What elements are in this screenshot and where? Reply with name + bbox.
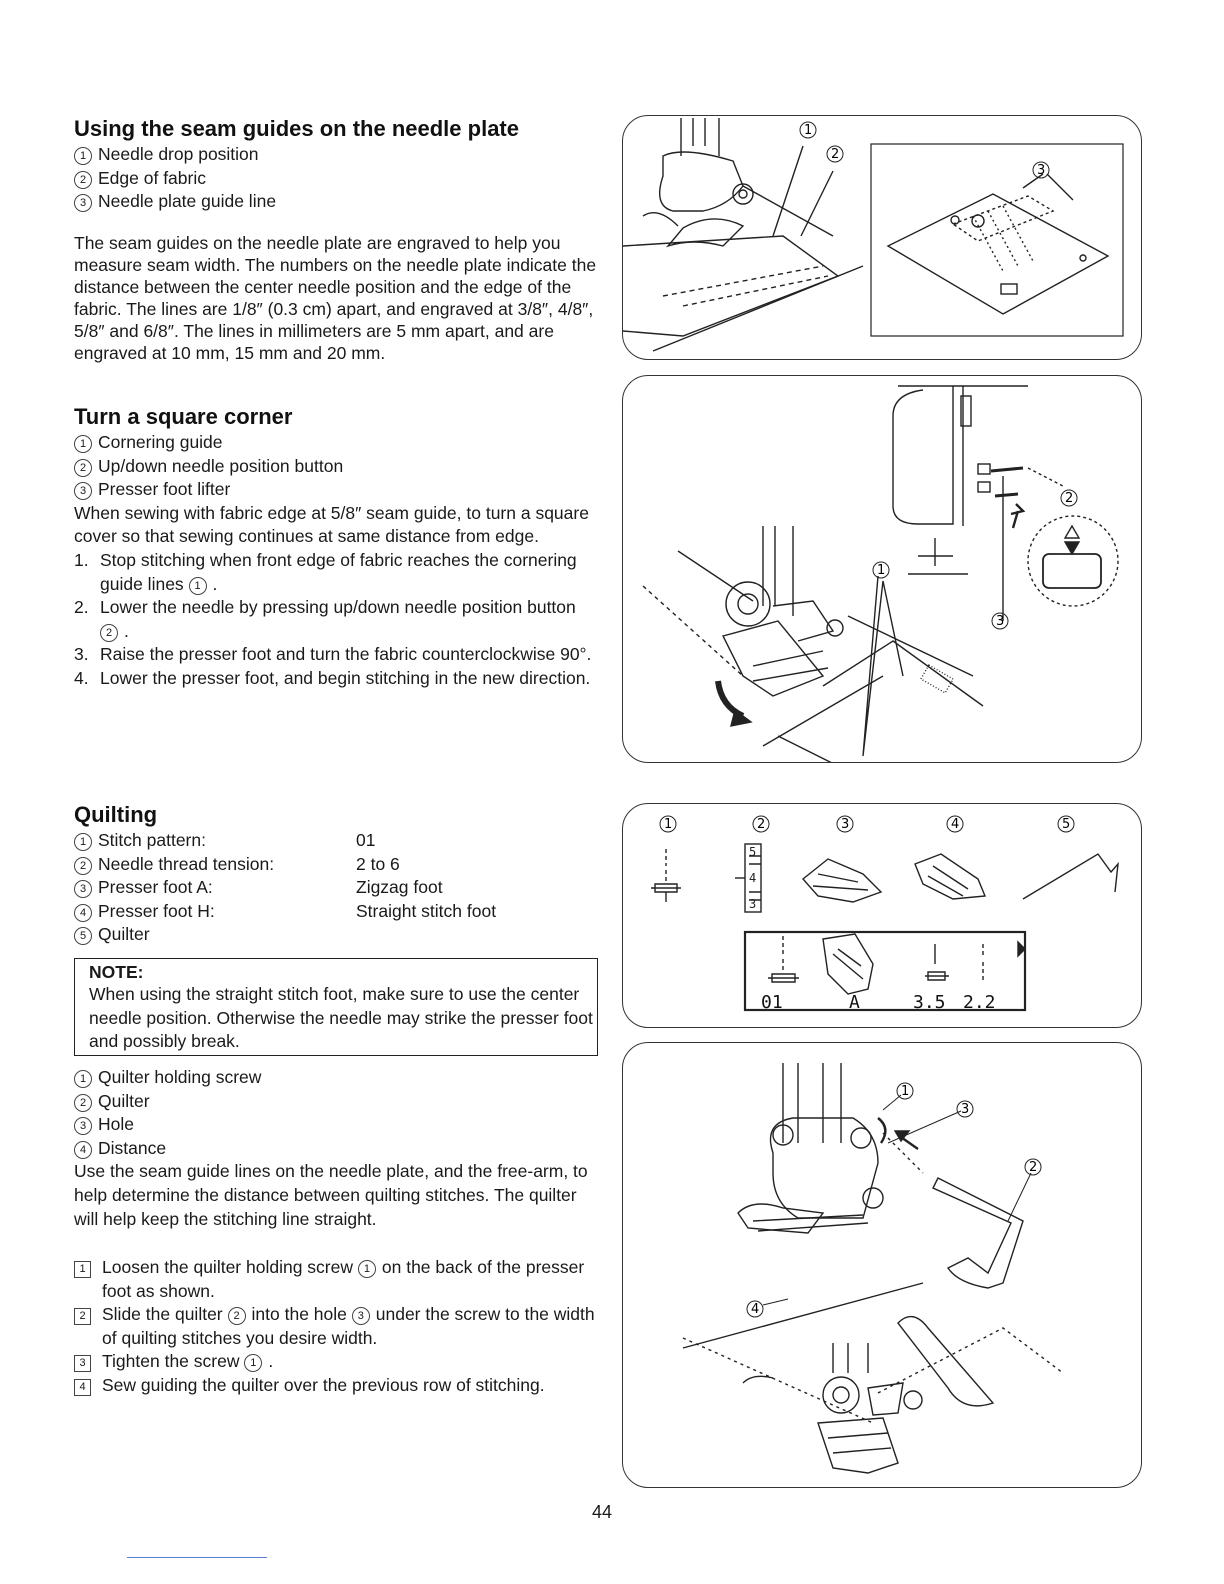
- callout-2: 2: [831, 147, 840, 162]
- callout-2: 2: [1065, 491, 1074, 506]
- list-item: 2 Quilter: [74, 1090, 604, 1114]
- figure-square-corner: [622, 375, 1142, 763]
- list-item: 4 Distance: [74, 1137, 604, 1161]
- callout-3: 3: [996, 614, 1005, 629]
- step-item: 1. Stop stitching when front edge of fabric reaches the cornering guide lines 1 .: [74, 549, 577, 594]
- callout-2: 2: [1029, 1160, 1038, 1175]
- step-item: 2. Lower the needle by pressing up/down needle position button 2 .: [74, 597, 576, 641]
- list-item: 3 Presser foot lifter: [74, 478, 604, 502]
- section-seam-guides: [74, 115, 604, 364]
- step-item: 2 Slide the quilter 2 into the hole 3 under the screw to the width of quilting stitches you desire width.: [74, 1303, 604, 1350]
- step-item: 4 Sew guiding the quilter over the previous row of stitching.: [74, 1374, 604, 1398]
- callout-3: 3: [1037, 163, 1046, 178]
- setting-row: 2 Needle thread tension: 2 to 6: [74, 853, 604, 877]
- list-item: 1 Quilter holding screw: [74, 1066, 604, 1090]
- lcd-foot: A: [849, 992, 860, 1013]
- setting-row: 4 Presser foot H: Straight stitch foot: [74, 900, 604, 924]
- callout-4: 4: [951, 817, 960, 832]
- callout-3: 3: [841, 817, 850, 832]
- section-square-corner: [74, 403, 604, 691]
- needle-plate-illustration: [623, 116, 1141, 359]
- callout-1: 1: [901, 1084, 910, 1099]
- list-item: 1 Cornering guide: [74, 431, 604, 455]
- tension-mark: 4: [749, 871, 757, 885]
- lcd-length: 2.2: [963, 992, 996, 1013]
- callout-1: 1: [664, 817, 673, 832]
- section-title: Using the seam guides on the needle plate: [74, 116, 519, 141]
- page-number: 44: [592, 1502, 613, 1522]
- footer-link-line: [127, 1557, 267, 1558]
- lcd-width: 3.5: [913, 992, 946, 1013]
- setting-row: 1 Stitch pattern: 01: [74, 829, 604, 853]
- setting-row: 3 Presser foot A: Zigzag foot: [74, 876, 604, 900]
- list-item: 2 Up/down needle position button: [74, 455, 604, 479]
- callout-2: 2: [757, 817, 766, 832]
- tension-mark: 5: [749, 845, 757, 859]
- figure-quilter-attach: [622, 1042, 1142, 1488]
- figure-quilting-settings: [622, 803, 1142, 1028]
- callout-5: 5: [1062, 817, 1071, 832]
- lcd-pattern: 01: [761, 992, 783, 1013]
- quilter-steps: [74, 1256, 604, 1398]
- note-box: [74, 958, 598, 1056]
- section-quilting: [74, 801, 604, 947]
- callout-3: 3: [961, 1102, 970, 1117]
- callout-1: 1: [877, 563, 886, 578]
- callout-4: 4: [751, 1302, 760, 1317]
- list-item: 2 Edge of fabric: [74, 167, 604, 191]
- step-item: 1 Loosen the quilter holding screw 1 on the back of the presser foot as shown.: [74, 1256, 604, 1303]
- step-item: 3 Tighten the screw 1 .: [74, 1350, 604, 1374]
- figure-needle-plate: [622, 115, 1142, 360]
- tension-mark: 3: [749, 897, 757, 911]
- quilter-attach-illustration: [623, 1043, 1141, 1487]
- quilter-parts: [74, 1066, 604, 1231]
- setting-row: 5 Quilter: [74, 923, 604, 947]
- step-item: 3. Raise the presser foot and turn the fabric counterclockwise 90°.: [74, 644, 592, 665]
- note-text: When using the straight stitch foot, make sure to use the center needle position. Otherwise the needle may strike the presser foot and possibly break.: [89, 984, 593, 1052]
- callout-1: 1: [804, 123, 813, 138]
- square-corner-illustration: [623, 376, 1141, 762]
- list-item: 1 Needle drop position: [74, 143, 604, 167]
- body-paragraph: The seam guides on the needle plate are engraved to help you measure seam width. The numbers on the needle plate indicate the distance between the center needle position and the edge of the fabric. The lines are 1/8″ (0.3 cm) apart, and engraved at 3/8″, 4/8″, 5/8″ and 6/8″. The lines in millimeters are 5 mm apart, and are engraved at 10 mm, 15 mm and 20 mm.: [74, 232, 597, 363]
- body-paragraph: Use the seam guide lines on the needle plate, and the free-arm, to help determine the distance between quilting stitches. The quilter will help keep the stitching line straight.: [74, 1161, 588, 1229]
- list-item: 3 Hole: [74, 1113, 604, 1137]
- list-item: 3 Needle plate guide line: [74, 190, 604, 214]
- note-heading: NOTE:: [89, 962, 144, 982]
- body-paragraph: When sewing with fabric edge at 5/8″ seam guide, to turn a square cover so that sewing continues at same distance from edge.: [74, 502, 589, 547]
- step-item: 4. Lower the presser foot, and begin stitching in the new direction.: [74, 667, 591, 688]
- section-title: Quilting: [74, 802, 158, 827]
- section-title: Turn a square corner: [74, 404, 293, 429]
- quilting-settings-illustration: [623, 804, 1141, 1027]
